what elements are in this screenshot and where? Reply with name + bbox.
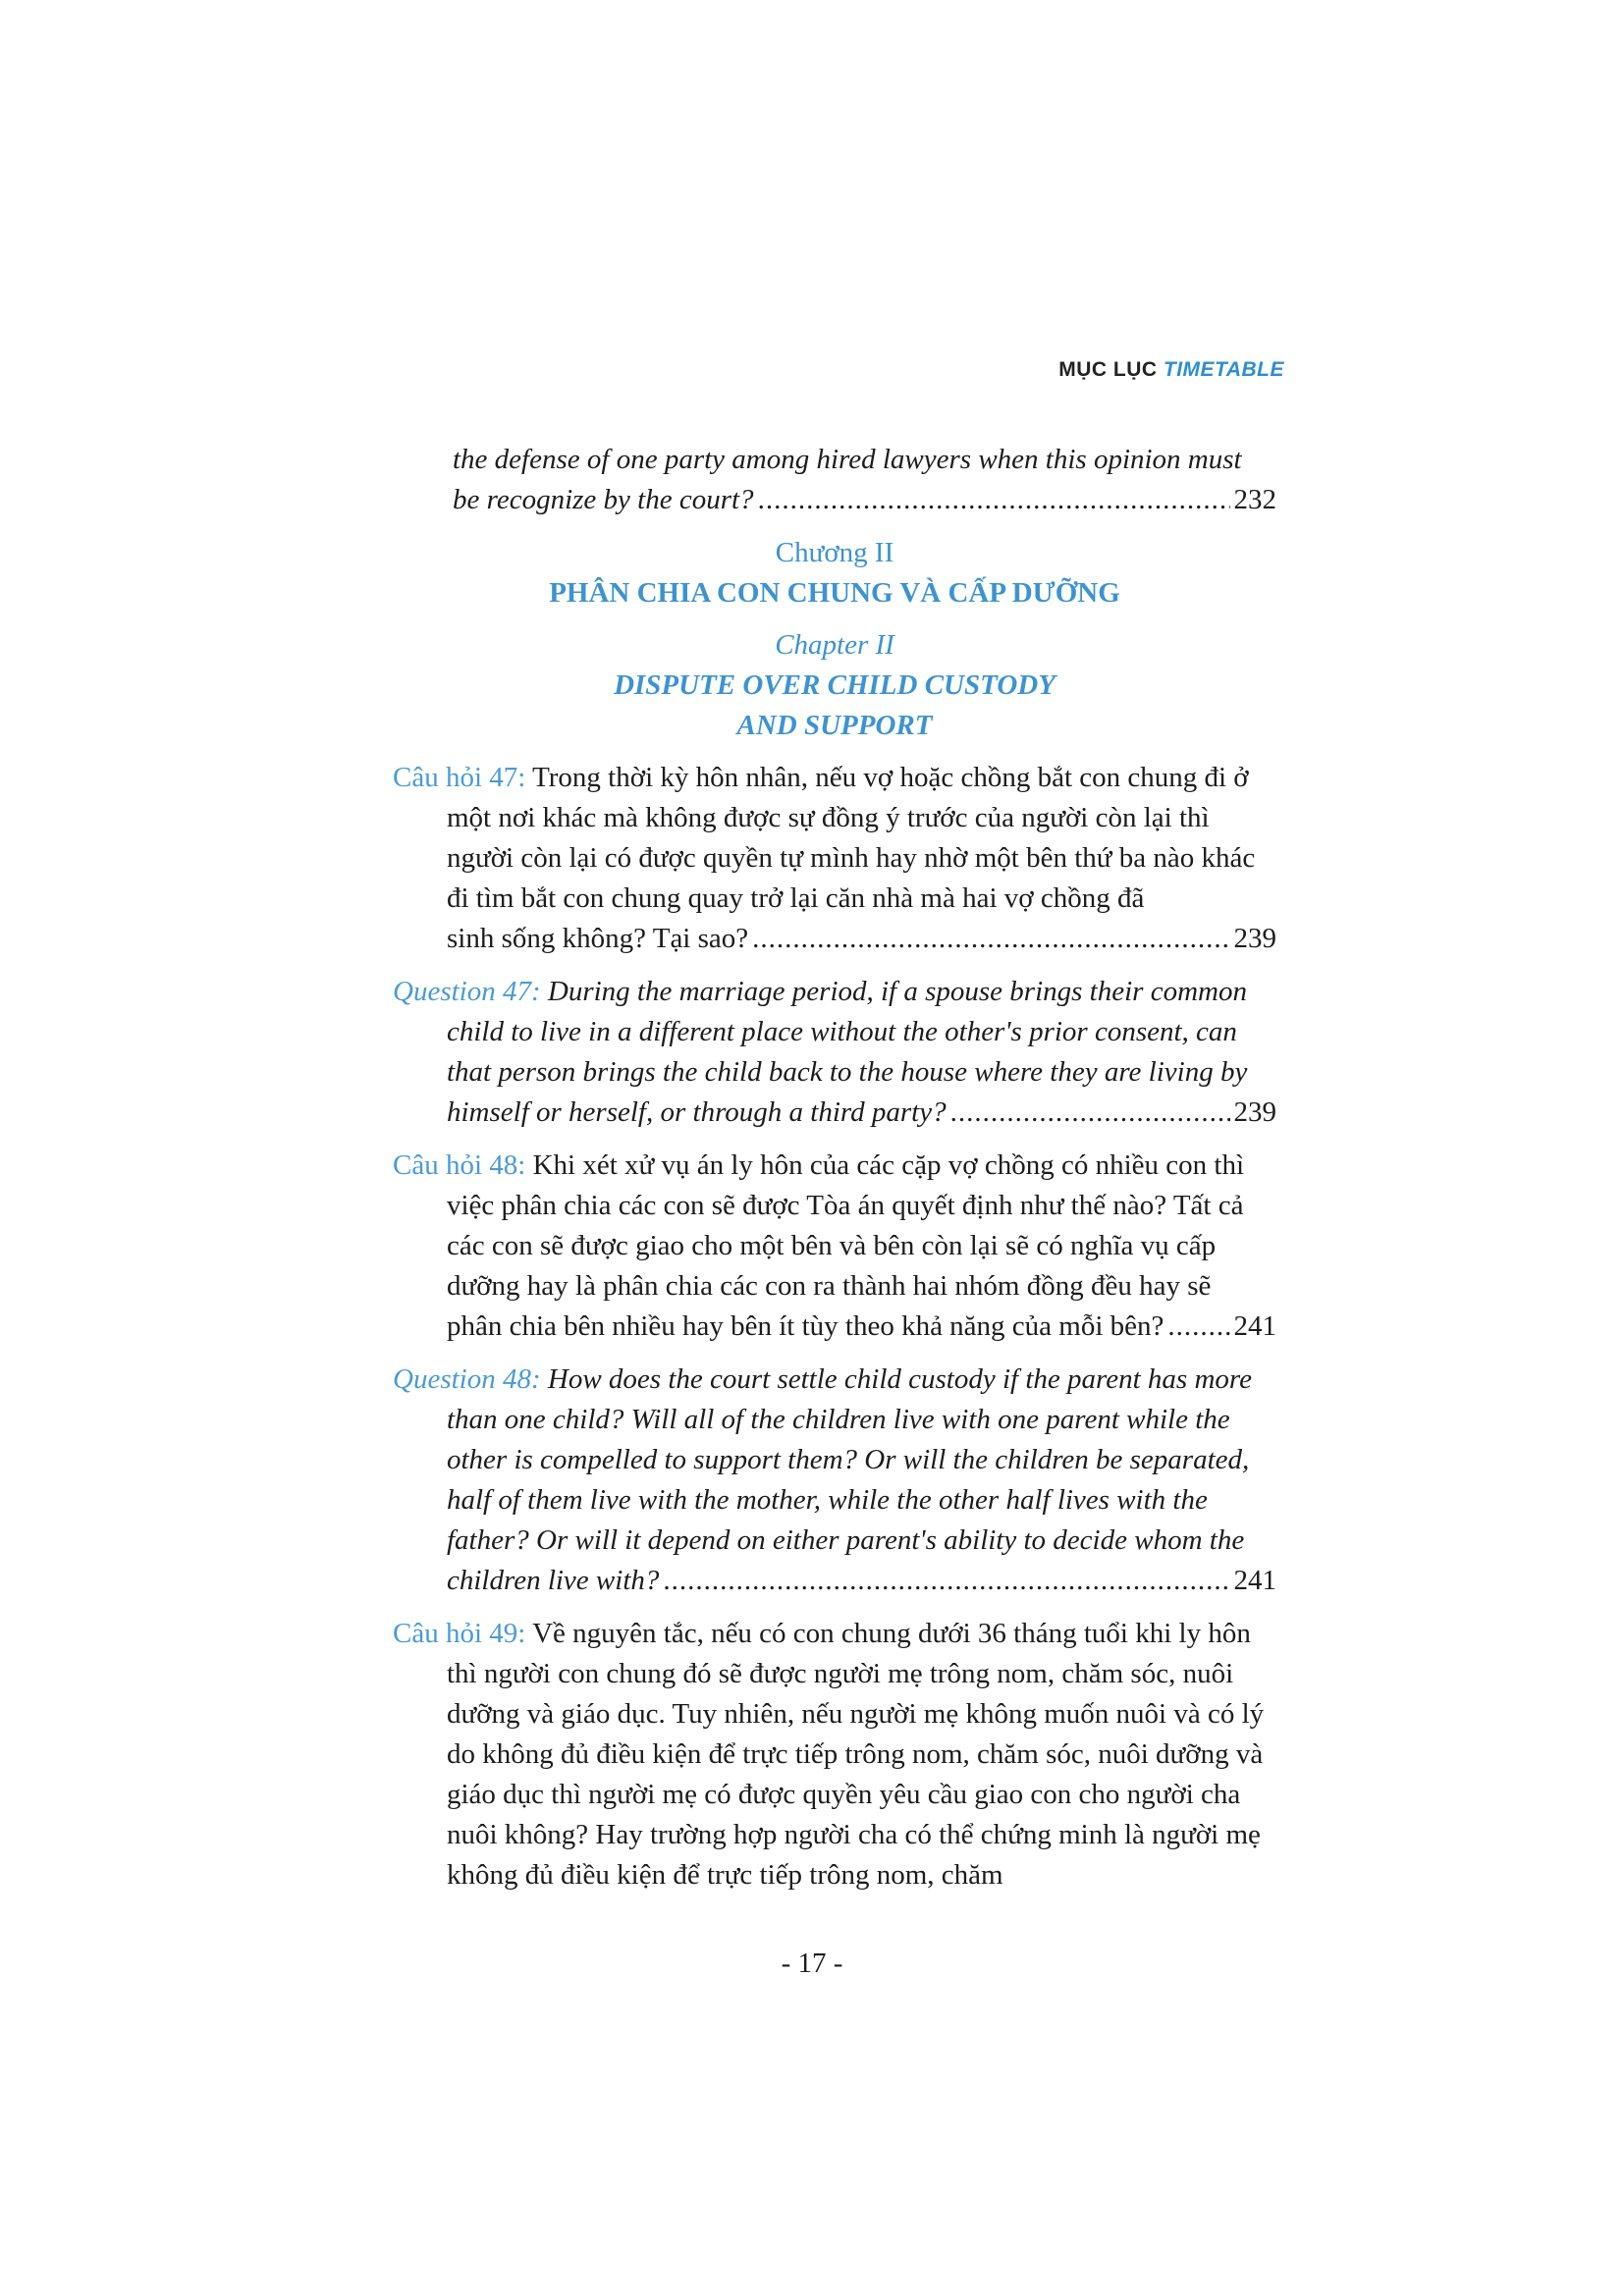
toc-entry-question-47-en[interactable] [393,972,1276,1133]
question-last-line [447,1093,1276,1133]
page-ref: 241 [1233,1565,1276,1596]
leader-dots [950,1093,1230,1133]
page-ref: 241 [1233,1310,1276,1342]
continuation-first-line: the defense of one party among hired lawyers when this opinion must [453,444,1242,475]
question-text: During the marriage period, if a spouse brings their common child to live in a different place without the other's prior consent, can that person brings the child back to the house where they are living by [447,976,1248,1088]
toc-entry-question-48-vi[interactable] [393,1146,1276,1347]
question-last-text: sinh sống không? Tại sao? [447,923,749,954]
page-ref: 239 [1233,923,1276,954]
question-last-line [447,1561,1276,1601]
page-ref: 232 [1233,484,1276,515]
question-last-text: children live with? [447,1565,660,1596]
page-header [1058,358,1284,382]
toc-entry-question-47-vi[interactable] [393,758,1276,959]
question-last-text: phân chia bên nhiều hay bên ít tùy theo khả năng của mỗi bên? [447,1310,1164,1342]
leader-dots [752,919,1229,959]
chapter-label-vi: Chương II [775,537,894,568]
question-last-line [447,919,1276,959]
continuation-last-line [453,480,1276,520]
question-text: How does the court settle child custody if the parent has more than one child? Will all of the children live with one parent while the other is compelled to support them? Or will the children be separated, half of them live with the mother, while the other half lives with the father? Or will it depend on either parent's ability to decide whom the [447,1363,1252,1556]
continuation-last-text: be recognize by the court? [453,484,754,515]
question-text: Trong thời kỳ hôn nhân, nếu vợ hoặc chồng bắt con chung đi ở một nơi khác mà không được sự đồng ý trước của người còn lại thì người còn lại có được quyền tự mình hay nhờ một bên thứ ba nào khác đi tìm bắt con chung quay trở lại căn nhà mà hai vợ chồng đã [447,762,1256,914]
question-last-text: himself or herself, or through a third party? [447,1096,947,1128]
toc-entry-question-48-en[interactable] [393,1360,1276,1601]
header-title-en: TIMETABLE [1163,358,1284,381]
page-number: - 17 - [781,1948,843,1979]
question-text: Về nguyên tắc, nếu có con chung dưới 36 tháng tuổi khi ly hôn thì người con chung đó sẽ được người mẹ trông nom, chăm sóc, nuôi dưỡng và giáo dục. Tuy nhiên, nếu người mẹ không muốn nuôi và có lý do không đủ điều kiện để trực tiếp trông nom, chăm sóc, nuôi dưỡng và giáo dục thì người mẹ có được quyền yêu cầu giao con cho người cha nuôi không? Hay trường hợp người cha có thể chứng minh là người mẹ không đủ điều kiện để trực tiếp trông nom, chăm [447,1618,1265,1891]
toc-entry-question-49-vi[interactable] [393,1614,1276,1896]
leader-dots [663,1561,1229,1601]
question-label: Câu hỏi 47: [393,762,526,793]
table-of-contents [393,440,1276,1908]
question-label: Question 48: [393,1363,541,1395]
question-label: Câu hỏi 48: [393,1149,526,1181]
chapter-heading [393,533,1276,746]
leader-dots [1167,1307,1229,1347]
chapter-title-en-line-2: AND SUPPORT [736,710,933,741]
question-label: Câu hỏi 49: [393,1618,526,1649]
toc-entry-continuation[interactable] [393,440,1276,520]
leader-dots [758,480,1230,520]
page-ref: 239 [1233,1096,1276,1128]
header-title-vi: MỤC LỤC [1058,358,1158,381]
chapter-label-en: Chapter II [775,629,894,661]
chapter-title-en-line-1: DISPUTE OVER CHILD CUSTODY [614,669,1056,701]
question-text: Khi xét xử vụ án ly hôn của các cặp vợ chồng có nhiều con thì việc phân chia các con sẽ được Tòa án quyết định như thế nào? Tất cả các con sẽ được giao cho một bên và bên còn lại sẽ có nghĩa vụ cấp dưỡng hay là phân chia các con ra thành hai nhóm đồng đều hay sẽ [447,1149,1245,1302]
question-label: Question 47: [393,976,541,1007]
question-last-line [447,1307,1276,1347]
chapter-title-vi: PHÂN CHIA CON CHUNG VÀ CẤP DƯỠNG [549,577,1120,609]
